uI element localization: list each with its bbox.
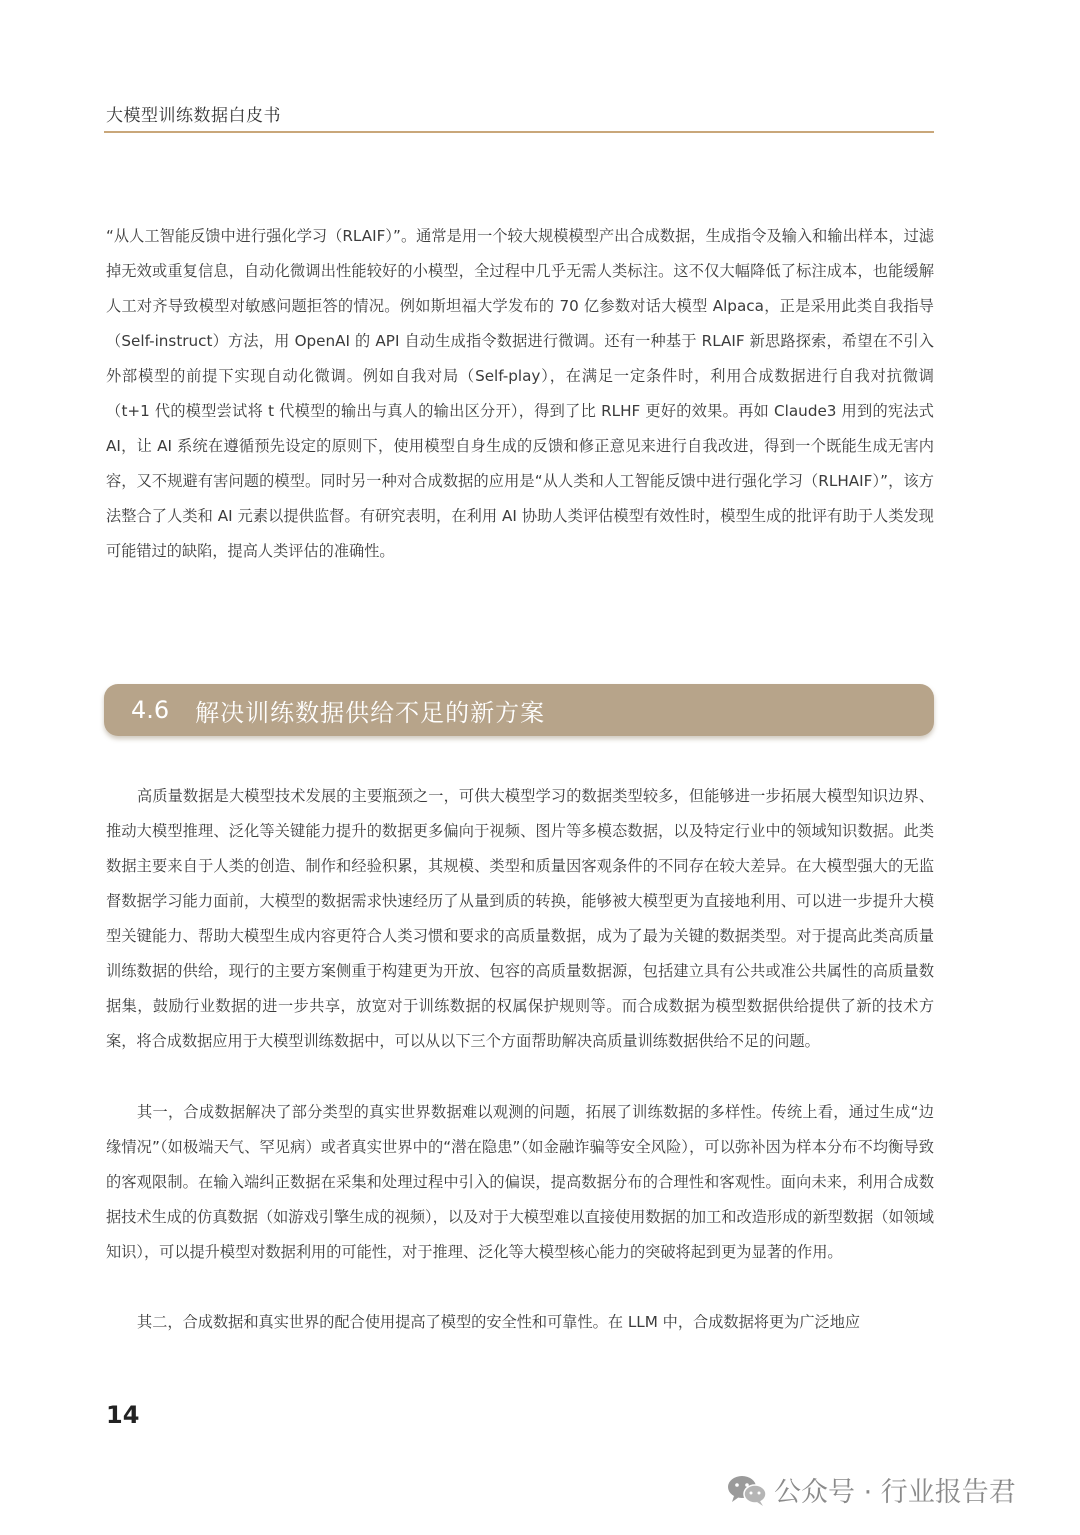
watermark-text: 公众号 · 行业报告君 xyxy=(774,1477,1016,1508)
page-number: 14 xyxy=(106,1401,140,1429)
body-paragraph-2: 其一，合成数据解决了部分类型的真实世界数据难以观测的问题，拓展了训练数据的多样性。传统上看，通过生成“边缘情况”（如极端天气、罕见病）或者真实世界中的“潜在隐患”（如金融诈骗等安全风险），可以弥补因为样本分布不均衡导致的客观限制。在输入端纠正数据在采集和处理过程中引入的偏误，提高数据分布的合理性和客观性。面向未来，利用合成数据技术生成的仿真数据（如游戏引擎生成的视频），以及对于大模型难以直接使用数据的加工和改造形成的新型数据（如领域知识），可以提升模型对数据利用的可能性，对于推理、泛化等大模型核心能力的突破将起到更为显著的作用。 xyxy=(106,1103,934,1261)
running-header-title: 大模型训练数据白皮书 xyxy=(106,106,281,126)
section-number: 4.6 xyxy=(131,696,170,724)
body-paragraph-intro: “从人工智能反馈中进行强化学习（RLAIF）”。通常是用一个较大规模模型产出合成数据，生成指令及输入和输出样本，过滤掉无效或重复信息，自动化微调出性能较好的小模型，全过程中几乎无需人类标注。这不仅大幅降低了标注成本，也能缓解人工对齐导致模型对敏感问题拒答的情况。例如斯坦福大学发布的 70 亿参数对话大模型 Alpaca，正是采用此类自我指导（Self-instruct）方法，用 OpenAI 的 API 自动生成指令数据进行微调。还有一种基于 RLAIF 新思路探索，希望在不引入外部模型的前提下实现自动化微调。例如自我对局（Self-play），在满足一定条件时，利用合成数据进行自我对抗微调（t+1 代的模型尝试将 t 代模型的输出与真人的输出区分开），得到了比 RLHF 更好的效果。再如 Claude3 用到的宪法式 AI，让 AI 系统在遵循预先设定的原则下，使用模型自身生成的反馈和修正意见来进行自我改进，得到一个既能生成无害内容，又不规避有害问题的模型。同时另一种对合成数据的应用是“从人类和人工智能反馈中进行强化学习（RLHAIF）”，该方法整合了人类和 AI 元素以提供监督。有研究表明，在利用 AI 协助人类评估模型有效性时，模型生成的批评有助于人类发现可能错过的缺陷，提高人类评估的准确性。 xyxy=(106,227,934,560)
watermark xyxy=(726,1470,1016,1509)
section-heading-bar xyxy=(104,684,934,736)
header-divider xyxy=(104,131,934,133)
wechat-icon xyxy=(726,1473,768,1507)
body-paragraph-3: 其二，合成数据和真实世界的配合使用提高了模型的安全性和可靠性。在 LLM 中，合成数据将更为广泛地应 xyxy=(137,1313,861,1331)
body-paragraph-1: 高质量数据是大模型技术发展的主要瓶颈之一，可供大模型学习的数据类型较多，但能够进一步拓展大模型知识边界、推动大模型推理、泛化等关键能力提升的数据更多偏向于视频、图片等多模态数据，以及特定行业中的领域知识数据。此类数据主要来自于人类的创造、制作和经验积累，其规模、类型和质量因客观条件的不同存在较大差异。在大模型强大的无监督数据学习能力面前，大模型的数据需求快速经历了从量到质的转换，能够被大模型更为直接地利用、可以进一步提升大模型关键能力、帮助大模型生成内容更符合人类习惯和要求的高质量数据，成为了最为关键的数据类型。对于提高此类高质量训练数据的供给，现行的主要方案侧重于构建更为开放、包容的高质量数据源，包括建立具有公共或准公共属性的高质量数据集，鼓励行业数据的进一步共享，放宽对于训练数据的权属保护规则等。而合成数据为模型数据供给提供了新的技术方案，将合成数据应用于大模型训练数据中，可以从以下三个方面帮助解决高质量训练数据供给不足的问题。 xyxy=(106,787,934,1050)
section-title: 解决训练数据供给不足的新方案 xyxy=(195,698,546,727)
